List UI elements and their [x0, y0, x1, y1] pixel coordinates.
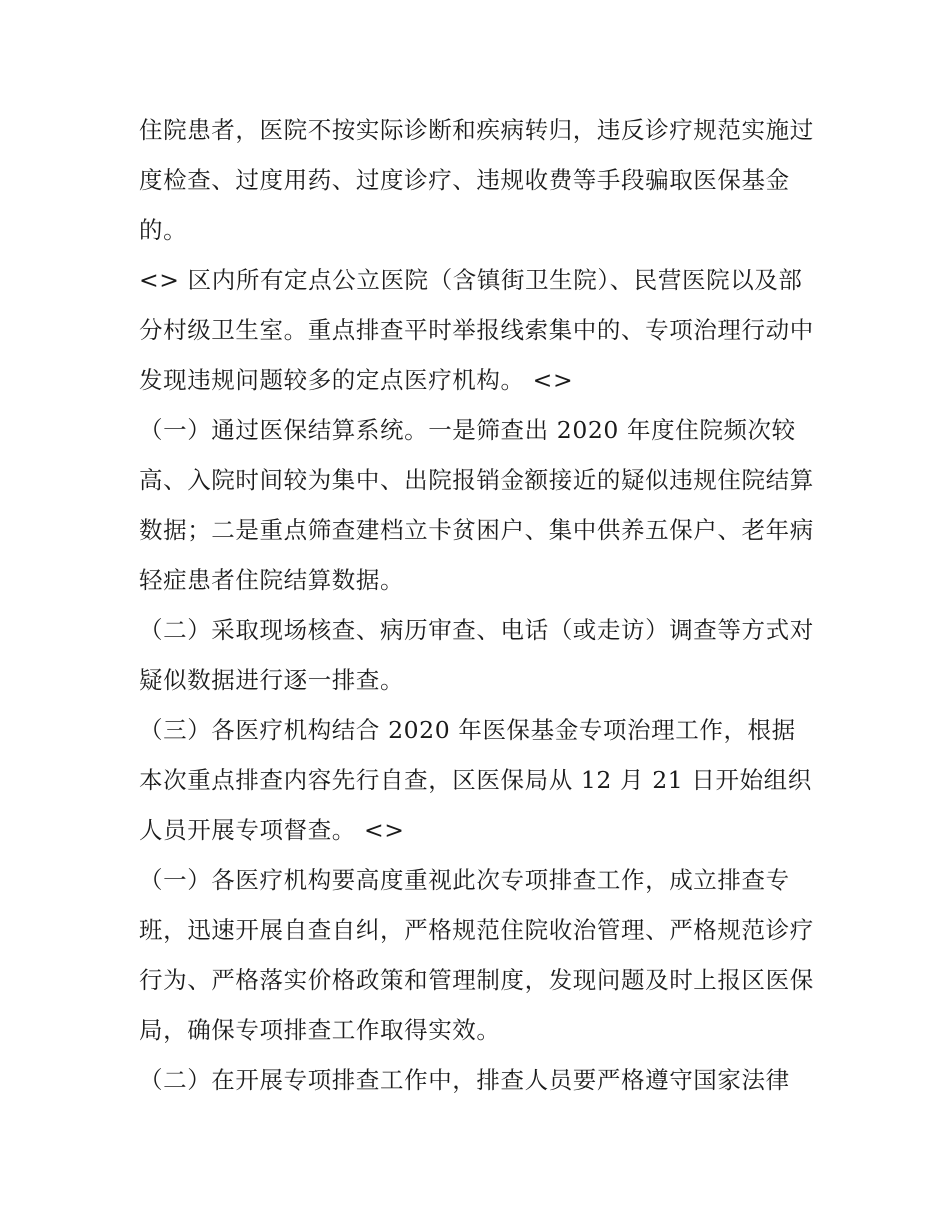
- paragraph-4: （二）采取现场核查、病历审查、电话（或走访）调查等方式对疑似数据进行逐一排查。: [139, 616, 814, 694]
- paragraph-7: （二）在开展专项排查工作中，排查人员要严格遵守国家法律: [139, 1066, 790, 1094]
- paragraph-5: （三）各医疗机构结合 2020 年医保基金专项治理工作，根据本次重点排查内容先行自查，区医保局从 12 月 21 日开始组织人员开展专项督查。 <>: [139, 716, 812, 844]
- paragraph-2: <> 区内所有定点公立医院（含镇街卫生院）、民营医院以及部分村级卫生室。重点排查平时举报线索集中的、专项治理行动中发现违规问题较多的定点医疗机构。 <>: [139, 266, 814, 394]
- paragraph-6: （一）各医疗机构要高度重视此次专项排查工作，成立排查专班，迅速开展自查自纠，严格规范住院收治管理、严格规范诊疗行为、严格落实价格政策和管理制度，发现问题及时上报区医保局，确保专项排查工作取得实效。: [139, 866, 814, 1044]
- paragraph-1: 住院患者，医院不按实际诊断和疾病转归，违反诊疗规范实施过度检查、过度用药、过度诊疗、违规收费等手段骗取医保基金的。: [139, 116, 814, 244]
- document-body: [139, 105, 819, 1105]
- paragraph-3: （一）通过医保结算系统。一是筛查出 2020 年度住院频次较高、入院时间较为集中、出院报销金额接近的疑似违规住院结算数据；二是重点筛查建档立卡贫困户、集中供养五保户、老年病轻症患者住院结算数据。: [139, 416, 814, 594]
